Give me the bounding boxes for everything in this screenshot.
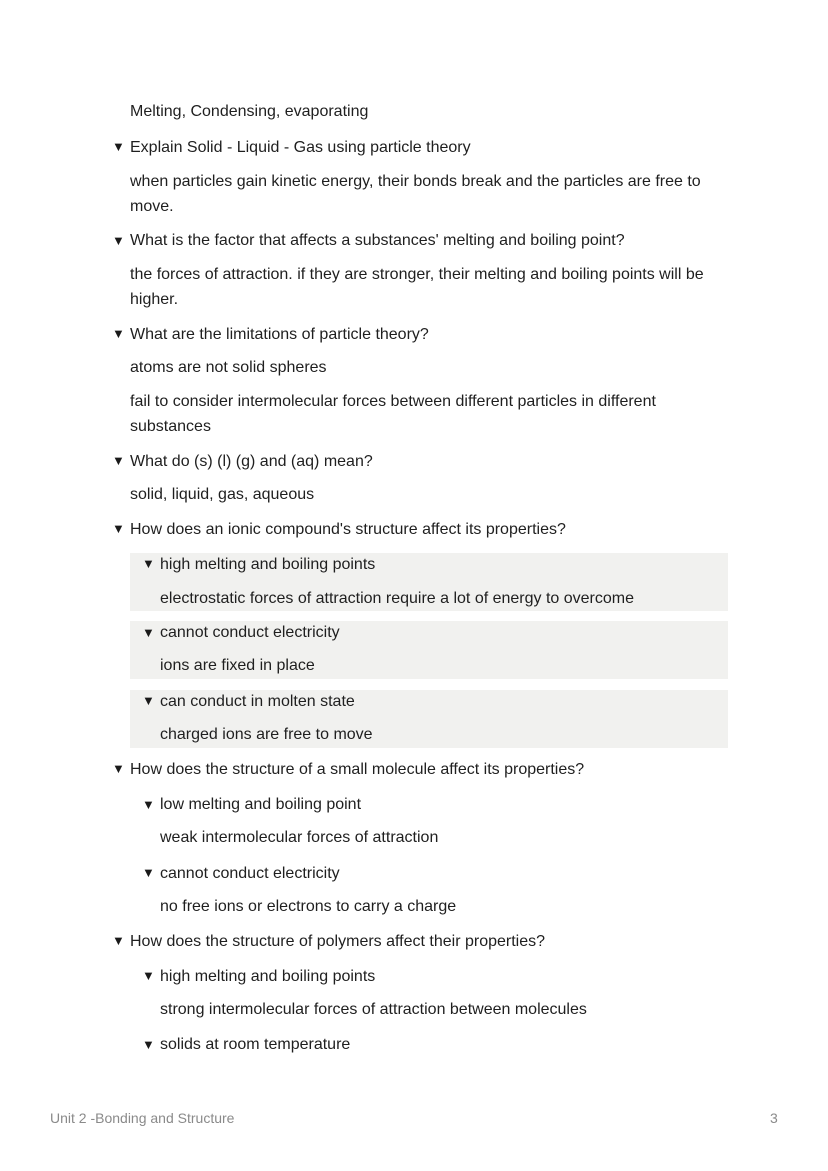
toggle-triangle-icon[interactable]: ▼: [112, 521, 125, 536]
toggle-triangle-icon[interactable]: ▼: [112, 933, 125, 948]
toggle-question[interactable]: What is the factor that affects a substances' melting and boiling point?: [130, 232, 625, 249]
toggle-answer: the forces of attraction. if they are stronger, their melting and boiling points will be higher.: [130, 266, 704, 308]
toggle-triangle-icon[interactable]: ▼: [142, 968, 155, 983]
toggle-subquestion[interactable]: solids at room temperature: [160, 1036, 351, 1053]
toggle-question[interactable]: How does the structure of polymers affect their properties?: [130, 933, 546, 950]
intro-text: Melting, Condensing, evaporating: [130, 103, 369, 120]
toggle-subquestion[interactable]: cannot conduct electricity: [160, 865, 340, 882]
toggle-triangle-icon[interactable]: ▼: [112, 139, 125, 154]
page-number: 3: [770, 1110, 778, 1126]
toggle-triangle-icon[interactable]: ▼: [142, 865, 155, 880]
toggle-triangle-icon[interactable]: ▼: [112, 761, 125, 776]
toggle-question[interactable]: What are the limitations of particle theory?: [130, 326, 429, 343]
toggle-subquestion[interactable]: can conduct in molten state: [160, 693, 355, 710]
toggle-subquestion[interactable]: cannot conduct electricity: [160, 624, 340, 641]
toggle-subquestion[interactable]: high melting and boiling points: [160, 556, 376, 573]
toggle-triangle-icon[interactable]: ▼: [112, 453, 125, 468]
toggle-answer: fail to consider intermolecular forces between different particles in different substances: [130, 393, 656, 435]
toggle-triangle-icon[interactable]: ▼: [142, 1037, 155, 1052]
toggle-answer: ions are fixed in place: [160, 657, 315, 674]
toggle-subquestion[interactable]: high melting and boiling points: [160, 968, 376, 985]
toggle-answer: weak intermolecular forces of attraction: [160, 829, 439, 846]
toggle-subquestion[interactable]: low melting and boiling point: [160, 796, 362, 813]
toggle-answer: solid, liquid, gas, aqueous: [130, 486, 315, 503]
toggle-triangle-icon[interactable]: ▼: [112, 233, 125, 248]
toggle-triangle-icon[interactable]: ▼: [142, 797, 155, 812]
toggle-question[interactable]: What do (s) (l) (g) and (aq) mean?: [130, 453, 373, 470]
toggle-triangle-icon[interactable]: ▼: [142, 625, 155, 640]
toggle-question[interactable]: How does the structure of a small molecule affect its properties?: [130, 761, 585, 778]
toggle-answer: no free ions or electrons to carry a charge: [160, 898, 457, 915]
toggle-triangle-icon[interactable]: ▼: [142, 693, 155, 708]
toggle-question[interactable]: Explain Solid - Liquid - Gas using particle theory: [130, 139, 471, 156]
footer-title: Unit 2 -Bonding and Structure: [50, 1110, 235, 1126]
toggle-answer: charged ions are free to move: [160, 726, 373, 743]
toggle-answer: atoms are not solid spheres: [130, 359, 327, 376]
toggle-answer: strong intermolecular forces of attraction between molecules: [160, 1001, 587, 1018]
toggle-triangle-icon[interactable]: ▼: [112, 326, 125, 341]
toggle-triangle-icon[interactable]: ▼: [142, 556, 155, 571]
toggle-question[interactable]: How does an ionic compound's structure affect its properties?: [130, 521, 566, 538]
toggle-answer: electrostatic forces of attraction require a lot of energy to overcome: [160, 590, 635, 607]
toggle-answer: when particles gain kinetic energy, their bonds break and the particles are free to move.: [130, 173, 701, 215]
